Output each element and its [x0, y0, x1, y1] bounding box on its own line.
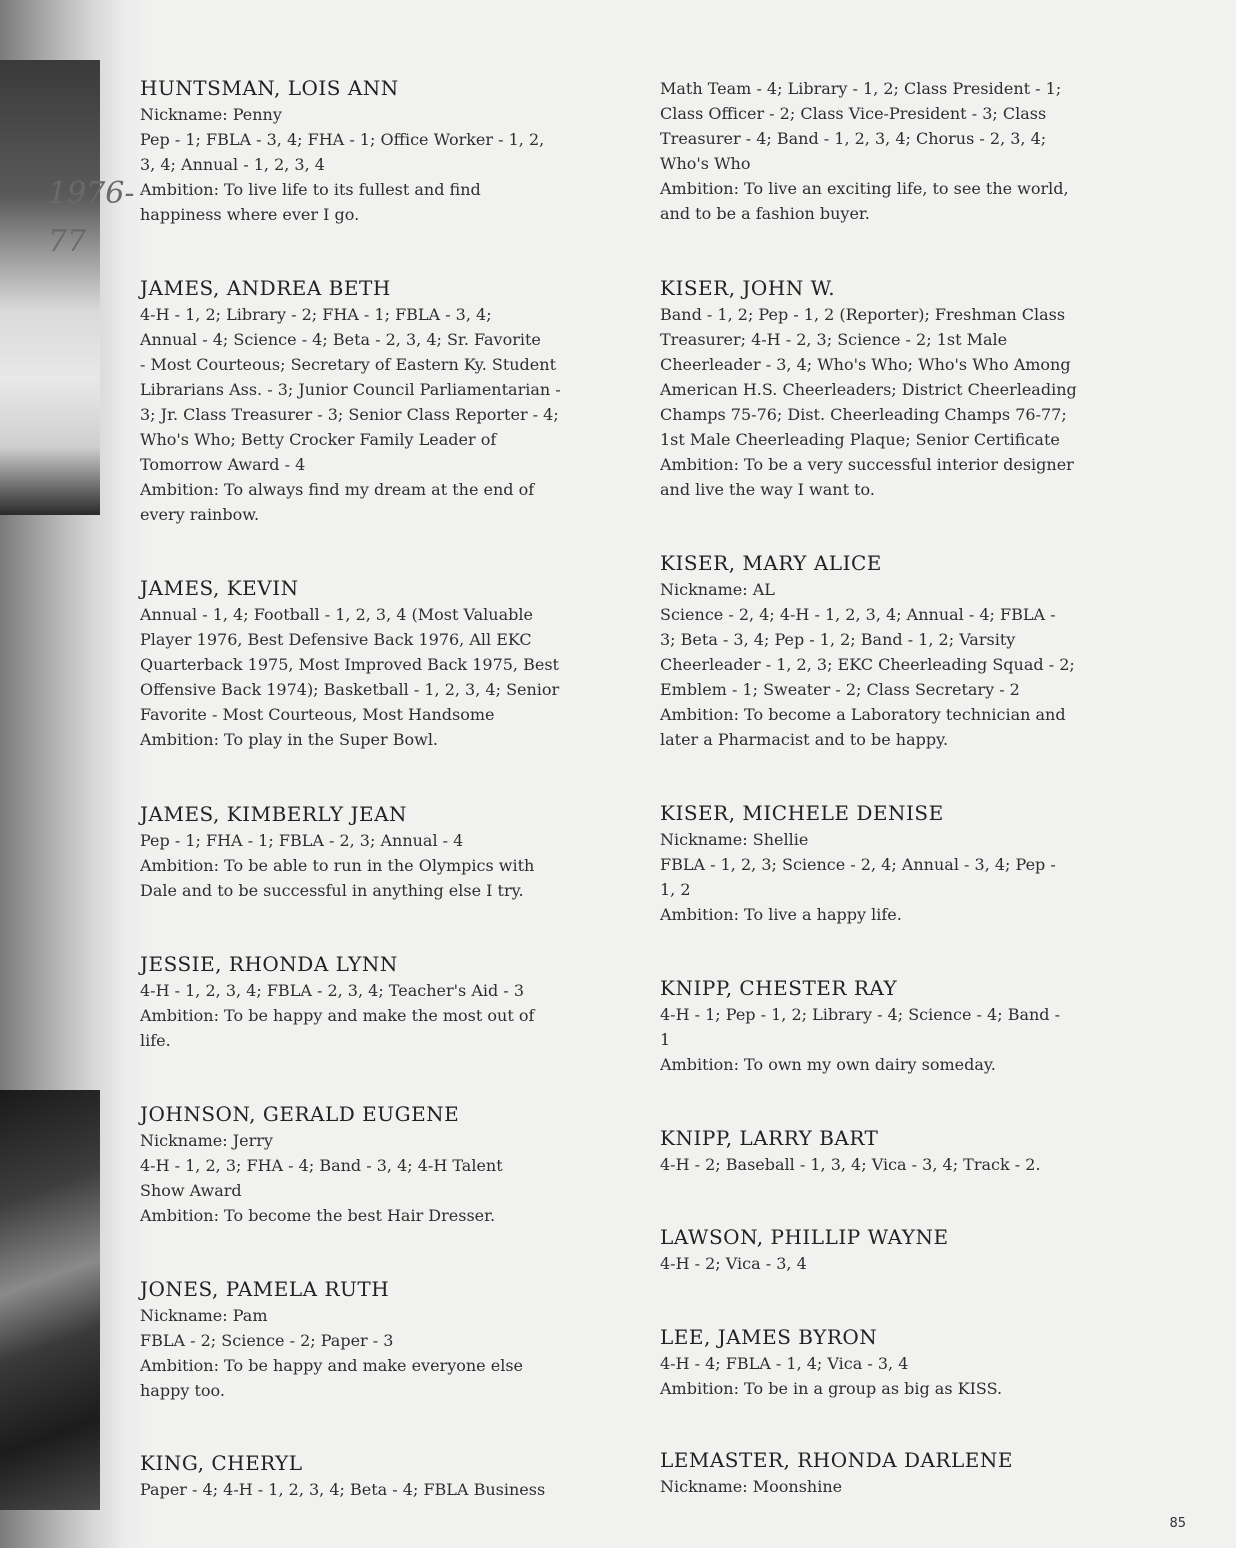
entry-line: Ambition: To always find my dream at the end of	[140, 480, 535, 499]
student-name: KING, CHERYL	[140, 1451, 303, 1475]
entry-line: Nickname: Penny	[140, 105, 282, 124]
entry-line: Nickname: AL	[660, 580, 775, 599]
senior-entry	[140, 1100, 620, 1228]
entry-line: Nickname: Shellie	[660, 830, 809, 849]
entry-line: Tomorrow Award - 4	[140, 455, 306, 474]
entry-line: 3; Jr. Class Treasurer - 3; Senior Class Reporter - 4;	[140, 405, 559, 424]
entry-line: Ambition: To live life to its fullest and find	[140, 180, 481, 199]
entry-line: 4-H - 1, 2, 3, 4; FBLA - 2, 3, 4; Teacher's Aid - 3	[140, 981, 524, 1000]
student-name: KNIPP, LARRY BART	[660, 1126, 879, 1150]
entry-line: life.	[140, 1031, 171, 1050]
entry-line: Ambition: To play in the Super Bowl.	[140, 730, 439, 749]
senior-entry	[660, 76, 1150, 226]
entry-line: Ambition: To live an exciting life, to see the world,	[660, 179, 1069, 198]
student-name: LEMASTER, RHONDA DARLENE	[660, 1448, 1013, 1472]
entry-line: Ambition: To live a happy life.	[660, 905, 902, 924]
entry-line: FBLA - 2; Science - 2; Paper - 3	[140, 1331, 394, 1350]
entry-line: Paper - 4; 4-H - 1, 2, 3, 4; Beta - 4; FBLA Business	[140, 1480, 546, 1499]
entry-line: Quarterback 1975, Most Improved Back 1975, Best	[140, 655, 559, 674]
student-name: JESSIE, RHONDA LYNN	[140, 952, 398, 976]
entry-line: Who's Who	[660, 154, 751, 173]
entry-line: Ambition: To be in a group as big as KISS.	[660, 1379, 1003, 1398]
entry-line: Ambition: To own my own dairy someday.	[660, 1055, 996, 1074]
student-name: KISER, JOHN W.	[660, 276, 836, 300]
senior-entry	[660, 1223, 1150, 1276]
student-photo-top	[0, 60, 135, 515]
student-name: KNIPP, CHESTER RAY	[660, 976, 898, 1000]
entry-line: Treasurer - 4; Band - 1, 2, 3, 4; Chorus - 2, 3, 4;	[660, 129, 1047, 148]
entry-line: Treasurer; 4-H - 2, 3; Science - 2; 1st Male	[660, 330, 1008, 349]
student-name: KISER, MARY ALICE	[660, 551, 882, 575]
entry-line: Player 1976, Best Defensive Back 1976, All EKC	[140, 630, 532, 649]
photo-year-text: 1976-77	[48, 176, 135, 259]
senior-entry	[140, 74, 620, 227]
entry-line: Science - 2, 4; 4-H - 1, 2, 3, 4; Annual - 4; FBLA -	[660, 605, 1056, 624]
entry-line: FBLA - 1, 2, 3; Science - 2, 4; Annual - 3, 4; Pep -	[660, 855, 1056, 874]
entry-line: Ambition: To be happy and make everyone else	[140, 1356, 523, 1375]
page-number: 85	[1169, 1516, 1186, 1531]
entry-line: Cheerleader - 3, 4; Who's Who; Who's Who Among	[660, 355, 1071, 374]
entry-line: Nickname: Pam	[140, 1306, 268, 1325]
entry-line: Favorite - Most Courteous, Most Handsome	[140, 705, 495, 724]
entry-line: Champs 75-76; Dist. Cheerleading Champs 76-77;	[660, 405, 1067, 424]
entry-line: every rainbow.	[140, 505, 260, 524]
senior-entry	[660, 274, 1150, 502]
student-name: JOHNSON, GERALD EUGENE	[140, 1102, 460, 1126]
entry-line: 4-H - 1; Pep - 1, 2; Library - 4; Science - 4; Band -	[660, 1005, 1061, 1024]
entry-line: later a Pharmacist and to be happy.	[660, 730, 949, 749]
entry-line: Dale and to be successful in anything else I try.	[140, 881, 524, 900]
student-name: KISER, MICHELE DENISE	[660, 801, 944, 825]
student-name: JAMES, KIMBERLY JEAN	[140, 802, 408, 826]
entry-line: American H.S. Cheerleaders; District Cheerleading	[660, 380, 1077, 399]
student-name: JONES, PAMELA RUTH	[140, 1277, 390, 1301]
senior-entry	[140, 574, 620, 752]
entry-line: and to be a fashion buyer.	[660, 204, 870, 223]
entry-line: 4-H - 1, 2, 3; FHA - 4; Band - 3, 4; 4-H Talent	[140, 1156, 503, 1175]
entry-line: 4-H - 4; FBLA - 1, 4; Vica - 3, 4	[660, 1354, 909, 1373]
entry-line: Who's Who; Betty Crocker Family Leader of	[140, 430, 497, 449]
entry-line: Ambition: To be a very successful interior designer	[660, 455, 1074, 474]
student-name: JAMES, KEVIN	[140, 576, 299, 600]
senior-entry	[660, 974, 1150, 1077]
entry-line: Cheerleader - 1, 2, 3; EKC Cheerleading Squad - 2;	[660, 655, 1075, 674]
student-photo-bottom	[0, 1090, 100, 1510]
entry-line: Class Officer - 2; Class Vice-President - 3; Class	[660, 104, 1047, 123]
senior-entry	[660, 549, 1150, 752]
student-name: LAWSON, PHILLIP WAYNE	[660, 1225, 949, 1249]
senior-entry	[660, 1446, 1150, 1499]
senior-entry	[660, 799, 1150, 927]
senior-entry	[140, 1449, 620, 1502]
entry-line: 4-H - 2; Vica - 3, 4	[660, 1254, 807, 1273]
entry-line: happiness where ever I go.	[140, 205, 360, 224]
entry-line: Nickname: Jerry	[140, 1131, 273, 1150]
senior-entry	[140, 800, 620, 903]
entry-line: Ambition: To be happy and make the most out of	[140, 1006, 535, 1025]
entry-line: 1, 2	[660, 880, 691, 899]
entry-line: 4-H - 2; Baseball - 1, 3, 4; Vica - 3, 4; Track - 2.	[660, 1155, 1041, 1174]
entry-line: 1	[660, 1030, 671, 1049]
entry-line: Annual - 4; Science - 4; Beta - 2, 3, 4; Sr. Favorite	[140, 330, 541, 349]
entry-line: Nickname: Moonshine	[660, 1477, 843, 1496]
entry-line: 1st Male Cheerleading Plaque; Senior Certificate	[660, 430, 1060, 449]
entry-line: Ambition: To become the best Hair Dresser.	[140, 1206, 496, 1225]
entry-line: and live the way I want to.	[660, 480, 875, 499]
student-name: HUNTSMAN, LOIS ANN	[140, 76, 399, 100]
entry-line: Annual - 1, 4; Football - 1, 2, 3, 4 (Most Valuable	[140, 605, 533, 624]
entry-line: Band - 1, 2; Pep - 1, 2 (Reporter); Freshman Class	[660, 305, 1066, 324]
student-name: JAMES, ANDREA BETH	[140, 276, 391, 300]
entry-line: Math Team - 4; Library - 1, 2; Class President - 1;	[660, 79, 1062, 98]
senior-entry	[140, 950, 620, 1053]
entry-line: Show Award	[140, 1181, 242, 1200]
entry-line: 3; Beta - 3, 4; Pep - 1, 2; Band - 1, 2; Varsity	[660, 630, 1016, 649]
senior-entry	[140, 274, 620, 527]
entry-line: Offensive Back 1974); Basketball - 1, 2, 3, 4; Senior	[140, 680, 560, 699]
entry-line: Ambition: To be able to run in the Olympics with	[140, 856, 535, 875]
entry-line: Pep - 1; FBLA - 3, 4; FHA - 1; Office Worker - 1, 2,	[140, 130, 545, 149]
senior-entry	[140, 1275, 620, 1403]
entry-line: 4-H - 1, 2; Library - 2; FHA - 1; FBLA - 3, 4;	[140, 305, 492, 324]
entry-line: happy too.	[140, 1381, 225, 1400]
entry-line: Pep - 1; FHA - 1; FBLA - 2, 3; Annual - 4	[140, 831, 464, 850]
senior-entry	[660, 1124, 1150, 1177]
senior-entry	[660, 1323, 1150, 1401]
entry-line: Ambition: To become a Laboratory technician and	[660, 705, 1066, 724]
entry-line: Emblem - 1; Sweater - 2; Class Secretary - 2	[660, 680, 1020, 699]
entry-line: Librarians Ass. - 3; Junior Council Parliamentarian -	[140, 380, 561, 399]
student-name: LEE, JAMES BYRON	[660, 1325, 878, 1349]
entry-line: 3, 4; Annual - 1, 2, 3, 4	[140, 155, 325, 174]
entry-line: - Most Courteous; Secretary of Eastern Ky. Student	[140, 355, 556, 374]
